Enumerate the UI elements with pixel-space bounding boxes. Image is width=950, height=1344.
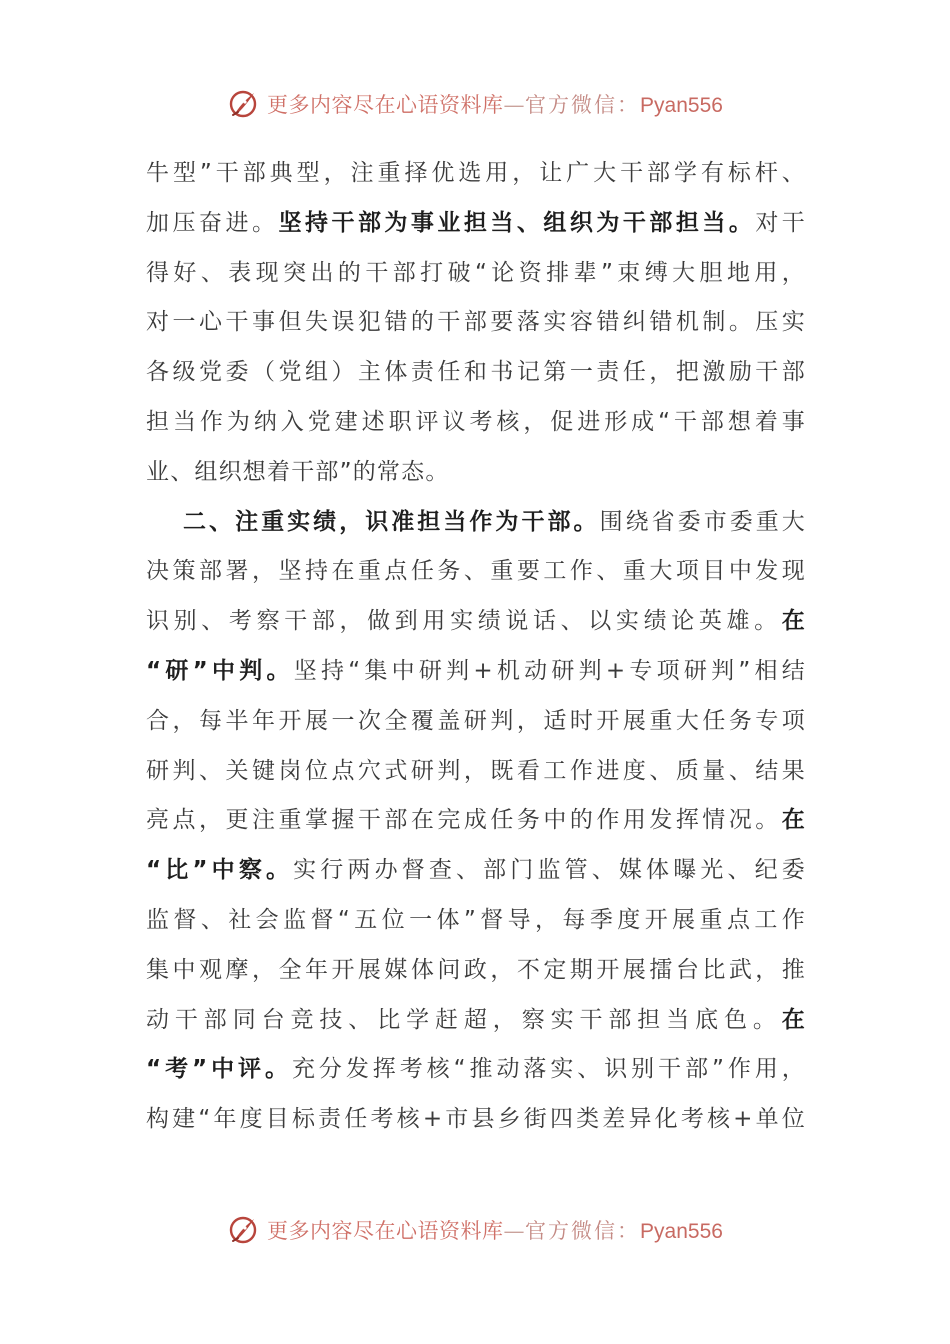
- line-text: 坚持“集中研判+机动研判+专项研判”相结: [293, 657, 806, 684]
- text-line-19: [146, 1045, 806, 1095]
- line-text: 得好、表现突出的干部打破“论资排辈”束缚大胆地用，: [146, 259, 806, 286]
- watermark-text: [267, 1215, 723, 1245]
- watermark-wechat-id: Pyan556: [640, 1220, 723, 1243]
- pen-nib-logo-icon: [227, 1213, 261, 1247]
- line-text: 担当作为纳入党建述职评议考核，促进形成“干部想着事: [146, 408, 806, 435]
- line-text: 构建“年度目标责任考核+市县乡街四类差异化考核+单位: [146, 1106, 806, 1133]
- watermark-brand: 更多内容尽在心语资料库: [267, 1219, 504, 1243]
- text-line-7: [146, 448, 806, 498]
- line-text: 决策部署，坚持在重点任务、重要工作、重大项目中发现: [146, 558, 806, 585]
- text-line-14: [146, 796, 806, 846]
- text-line-10: [146, 597, 806, 647]
- line-bold-text: “考”中评。: [146, 1056, 292, 1083]
- line-text: 集中观摩，全年开展媒体问政，不定期开展擂台比武，推: [146, 956, 806, 983]
- footer-watermark: [0, 1212, 950, 1248]
- text-line-18: [146, 996, 806, 1046]
- text-line-1: [146, 149, 806, 199]
- line-text: 监督、社会监督“五位一体”督导，每季度开展重点工作: [146, 906, 806, 933]
- line-text: 业、组织想着干部”的常态。: [146, 458, 450, 485]
- text-line-16: [146, 896, 806, 946]
- line-text: 对干: [755, 209, 807, 236]
- text-line-3: [146, 249, 806, 299]
- text-line-8: [146, 498, 806, 548]
- watermark-wechat-label: 官方微信：: [525, 93, 641, 117]
- text-line-13: [146, 747, 806, 797]
- line-bold-text: “比”中察。: [146, 857, 294, 884]
- line-bold-text: “研”中判。: [146, 657, 294, 684]
- line-text: 实行两办督查、部门监管、媒体曝光、纪委: [293, 857, 806, 884]
- text-line-5: [146, 348, 806, 398]
- line-text: 加压奋进。: [146, 209, 279, 236]
- line-bold-text: 在: [781, 807, 806, 834]
- text-line-17: [146, 946, 806, 996]
- line-text: 合，每半年开展一次全覆盖研判，适时开展重大任务专项: [146, 707, 806, 734]
- line-text: 研判、关键岗位点穴式研判，既看工作进度、质量、结果: [146, 757, 806, 784]
- watermark-dash: —: [503, 93, 526, 117]
- text-line-15: [146, 846, 806, 896]
- document-body: [146, 149, 806, 1145]
- line-bold-text: 在: [781, 1006, 806, 1033]
- line-text: 各级党委（党组）主体责任和书记第一责任，把激励干部: [146, 359, 806, 386]
- watermark-wechat-id: Pyan556: [640, 94, 723, 117]
- line-text: 识别、考察干部，做到用实绩说话、以实绩论英雄。: [146, 608, 782, 635]
- line-text: 围绕省委市委重大: [599, 508, 807, 535]
- text-line-6: [146, 398, 806, 448]
- section-heading: 二、注重实绩，识准担当作为干部。: [183, 508, 600, 535]
- text-line-4: [146, 298, 806, 348]
- line-bold-text: 坚持干部为事业担当、组织为干部担当。: [278, 209, 756, 236]
- watermark-dash: —: [503, 1219, 526, 1243]
- pen-nib-logo-icon: [227, 87, 261, 121]
- text-line-2: [146, 199, 806, 249]
- line-text: 充分发挥考核“推动落实、识别干部”作用，: [291, 1056, 806, 1083]
- line-text: 对一心干事但失误犯错的干部要落实容错纠错机制。压实: [146, 309, 806, 336]
- text-line-11: [146, 647, 806, 697]
- text-line-20: [146, 1095, 806, 1145]
- watermark-wechat-label: 官方微信：: [525, 1219, 641, 1243]
- line-text: 亮点，更注重掌握干部在完成任务中的作用发挥情况。: [146, 807, 782, 834]
- line-text: 动干部同台竞技、比学赶超，察实干部担当底色。: [146, 1006, 782, 1033]
- header-watermark: [0, 86, 950, 122]
- line-bold-text: 在: [781, 608, 806, 635]
- watermark-text: [267, 89, 723, 119]
- text-line-9: [146, 547, 806, 597]
- line-text: 牛型”干部典型，注重择优选用，让广大干部学有标杆、: [146, 160, 806, 186]
- text-line-12: [146, 697, 806, 747]
- watermark-brand: 更多内容尽在心语资料库: [267, 93, 504, 117]
